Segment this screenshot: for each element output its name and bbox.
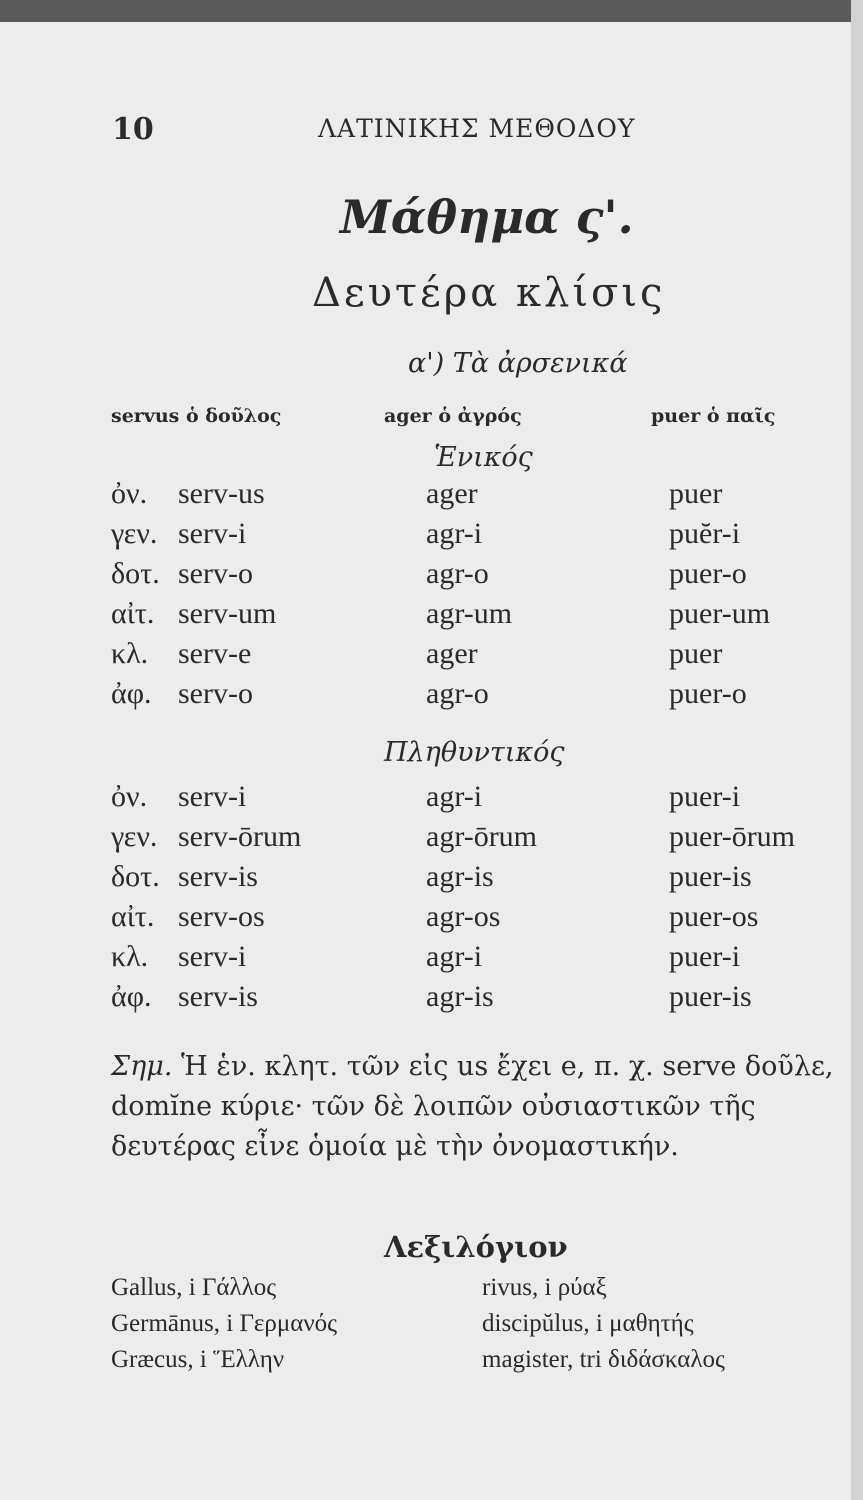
form-servus: serv-i: [178, 940, 247, 973]
form-ager: agr-i: [426, 517, 483, 550]
vocabulary-row: [0, 1274, 851, 1310]
table-row: [0, 677, 851, 717]
gender-heading: α') Τὰ ἀρσενικά: [408, 348, 628, 379]
vocab-entry: Gallus, i Γάλλος: [111, 1274, 277, 1301]
table-row: [0, 820, 851, 860]
form-servus: serv-um: [178, 597, 277, 630]
noun-latin: ager: [384, 405, 432, 427]
form-ager: agr-is: [426, 980, 494, 1013]
table-row: [0, 860, 851, 900]
form-servus: serv-e: [178, 637, 252, 670]
case-label: δοτ.: [111, 860, 160, 893]
form-puer: puer-o: [669, 677, 747, 710]
case-label: γεν.: [111, 517, 158, 550]
form-servus: serv-is: [178, 980, 258, 1013]
form-ager: agr-i: [426, 940, 483, 973]
noun-heading-puer: [651, 405, 775, 427]
form-puer: puer-os: [669, 900, 759, 933]
table-row: [0, 980, 851, 1020]
case-label: αἰτ.: [111, 597, 155, 630]
case-label: κλ.: [111, 637, 149, 670]
form-servus: serv-us: [178, 477, 265, 510]
form-puer: puer-i: [669, 940, 741, 973]
case-label: αἰτ.: [111, 900, 155, 933]
form-puer: puĕr-i: [669, 517, 741, 550]
book-page: [0, 22, 851, 1500]
form-servus: serv-os: [178, 900, 265, 933]
grammar-note: [111, 1047, 847, 1167]
noun-latin: servus: [111, 405, 180, 427]
form-servus: serv-o: [178, 557, 253, 590]
table-row: [0, 477, 851, 517]
form-puer: puer-ōrum: [669, 820, 796, 853]
noun-greek: ὁ δοῦλος: [185, 405, 282, 427]
form-ager: agr-o: [426, 557, 489, 590]
form-puer: puer-o: [669, 557, 747, 590]
form-servus: serv-is: [178, 860, 258, 893]
form-ager: agr-i: [426, 780, 483, 813]
vocab-entry: Græcus, i Ἕλλην: [111, 1346, 285, 1373]
case-label: κλ.: [111, 940, 149, 973]
vocabulary-row: [0, 1346, 851, 1382]
form-ager: agr-ōrum: [426, 820, 538, 853]
noun-greek: ὁ ἀγρός: [438, 405, 522, 427]
page-edge-right: [851, 0, 863, 1500]
table-row: [0, 900, 851, 940]
table-row: [0, 597, 851, 637]
vocab-entry: discipŭlus, i μαθητής: [482, 1310, 694, 1337]
case-label: ὀν.: [111, 477, 148, 510]
form-servus: serv-i: [178, 780, 247, 813]
noun-heading-ager: [384, 405, 522, 427]
form-puer: puer: [669, 477, 723, 510]
table-row: [0, 637, 851, 677]
form-servus: serv-i: [178, 517, 247, 550]
form-puer: puer-is: [669, 860, 752, 893]
table-row: [0, 780, 851, 820]
vocab-entry: rivus, i ρύαξ: [482, 1274, 607, 1301]
vocab-entry: Germānus, i Γερμανός: [111, 1310, 338, 1337]
lesson-subtitle: Δευτέρα κλίσις: [312, 270, 666, 316]
running-title: ΛΑΤΙΝΙΚΗΣ ΜΕΘΟΔΟΥ: [318, 114, 636, 143]
table-row: [0, 940, 851, 980]
form-ager: ager: [426, 637, 478, 670]
form-servus: serv-ōrum: [178, 820, 302, 853]
vocabulary-row: [0, 1310, 851, 1346]
case-label: ἀφ.: [111, 677, 152, 710]
form-ager: agr-o: [426, 677, 489, 710]
form-puer: puer-um: [669, 597, 771, 630]
lesson-title: Μάθημα ς'.: [340, 190, 634, 244]
form-puer: puer: [669, 637, 723, 670]
note-text: Ἡ ἑν. κλητ. τῶν εἰς us ἔχει e, π. χ. serve δοῦλε, domĭne κύριε· τῶν δὲ λοιπῶν οὐσιαστικῶν τῆς δευτέρας εἶνε ὁμοία μὲ τὴν ὀνομαστικήν.: [111, 1051, 834, 1162]
plural-heading: Πληθυντικός: [384, 737, 565, 768]
form-ager: ager: [426, 477, 478, 510]
table-row: [0, 517, 851, 557]
form-servus: serv-o: [178, 677, 253, 710]
table-row: [0, 557, 851, 597]
form-ager: agr-um: [426, 597, 513, 630]
vocab-entry: magister, tri διδάσκαλος: [482, 1346, 725, 1373]
note-label: Σημ.: [111, 1051, 173, 1082]
form-puer: puer-is: [669, 980, 752, 1013]
form-puer: puer-i: [669, 780, 741, 813]
case-label: γεν.: [111, 820, 158, 853]
case-label: δοτ.: [111, 557, 160, 590]
case-label: ὀν.: [111, 780, 148, 813]
page-number: 10: [112, 112, 154, 147]
noun-heading-servus: [111, 405, 281, 427]
vocabulary-title: Λεξιλόγιον: [384, 1230, 568, 1264]
noun-latin: puer: [651, 405, 701, 427]
noun-greek: ὁ παῖς: [706, 405, 776, 427]
page-edge-shadow: [0, 0, 863, 22]
case-label: ἀφ.: [111, 980, 152, 1013]
form-ager: agr-is: [426, 860, 494, 893]
form-ager: agr-os: [426, 900, 501, 933]
singular-heading: Ἑνικός: [434, 442, 533, 473]
